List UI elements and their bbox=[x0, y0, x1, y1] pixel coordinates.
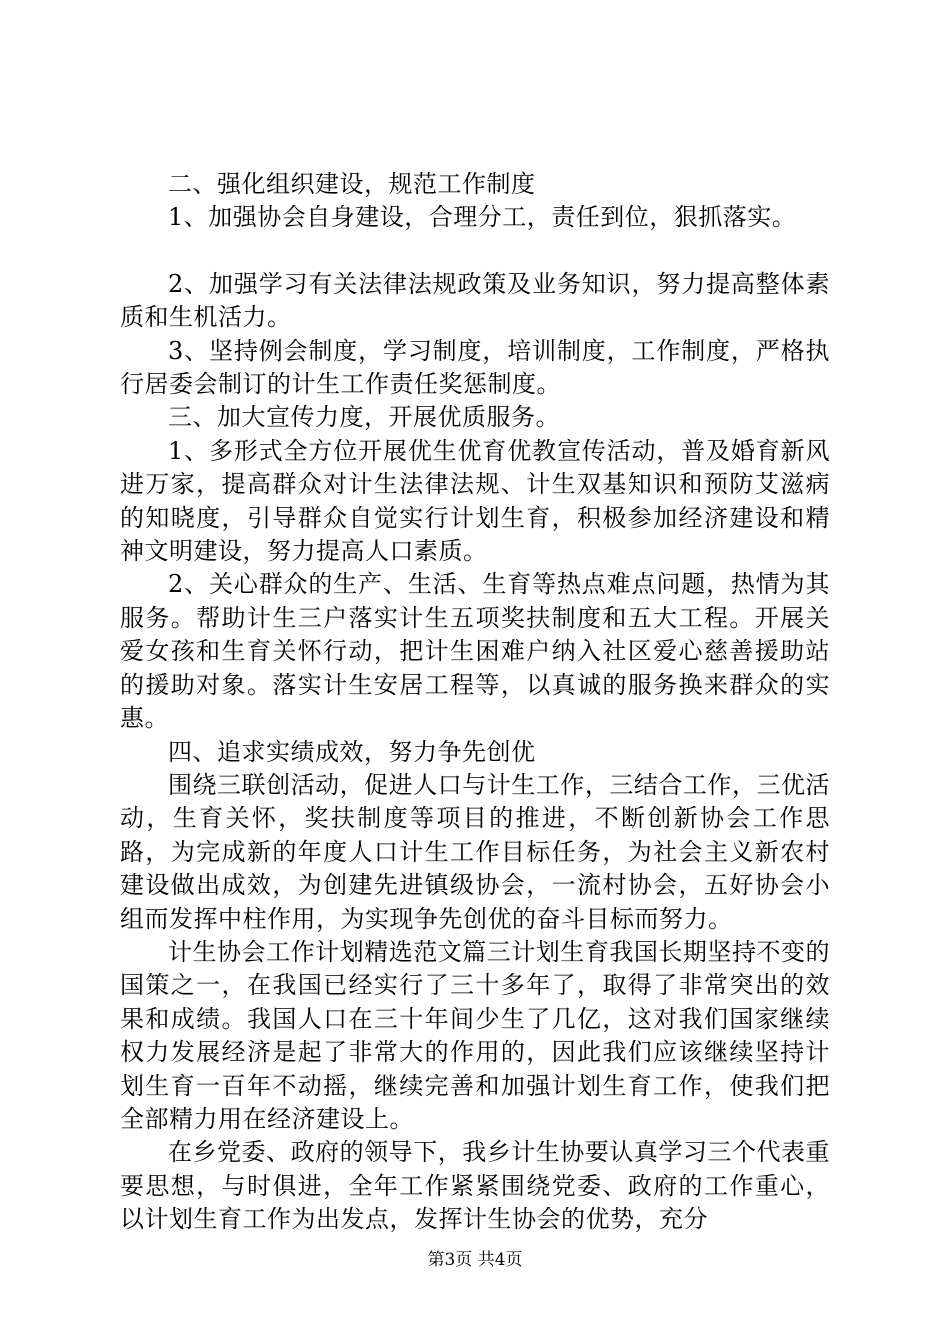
blank-line bbox=[120, 235, 830, 268]
paragraph: 2、加强学习有关法律法规政策及业务知识，努力提高整体素质和生机活力。 bbox=[120, 269, 830, 332]
paragraph: 3、坚持例会制度，学习制度，培训制度，工作制度，严格执行居委会制订的计生工作责任奖惩制度。 bbox=[120, 336, 830, 399]
section-heading-2: 二、强化组织建设，规范工作制度 bbox=[168, 170, 536, 198]
document-body bbox=[120, 168, 830, 1237]
page-number-footer: 第3页 共4页 bbox=[427, 1250, 523, 1270]
section-heading-4: 四、追求实绩成效，努力争先创优 bbox=[168, 737, 536, 766]
paragraph: 计生协会工作计划精选范文篇三计划生育我国长期坚持不变的国策之一，在我国已经实行了三十多年了，取得了非常突出的效果和成绩。我国人口在三十年间少生了几亿，这对我们国家继续权力发展经济是起了非常大的作用的，因此我们应该继续坚持计划生育一百年不动摇，继续完善和加强计划生育工作，使我们把全部精力用在经济建设上。 bbox=[120, 937, 830, 1133]
paragraph: 在乡党委、政府的领导下，我乡计生协要认真学习三个代表重要思想，与时俱进，全年工作紧紧围绕党委、政府的工作重心，以计划生育工作为出发点，发挥计生协会的优势，充分 bbox=[120, 1138, 830, 1234]
section-heading-3: 三、加大宣传力度，开展优质服务。 bbox=[168, 403, 560, 432]
paragraph: 1、加强协会自身建设，合理分工，责任到位，狠抓落实。 bbox=[168, 203, 797, 232]
paragraph: 围绕三联创活动，促进人口与计生工作，三结合工作，三优活动，生育关怀，奖扶制度等项目的推进，不断创新协会工作思路，为完成新的年度人口计生工作目标任务，为社会主义新农村建设做出成效，为创建先进镇级协会，一流村协会，五好协会小组而发挥中柱作用，为实现争先创优的奋斗目标而努力。 bbox=[120, 770, 830, 933]
paragraph: 1、多形式全方位开展优生优育优教宣传活动，普及婚育新风进万家，提高群众对计生法律法规、计生双基知识和预防艾滋病的知晓度，引导群众自觉实行计划生育，积极参加经济建设和精神文明建设，努力提高人口素质。 bbox=[120, 436, 830, 566]
paragraph: 2、关心群众的生产、生活、生育等热点难点问题，热情为其服务。帮助计生三户落实计生五项奖扶制度和五大工程。开展关爱女孩和生育关怀行动，把计生困难户纳入社区爱心慈善援助站的援助对象。落实计生安居工程等，以真诚的服务换来群众的实惠。 bbox=[120, 570, 830, 733]
